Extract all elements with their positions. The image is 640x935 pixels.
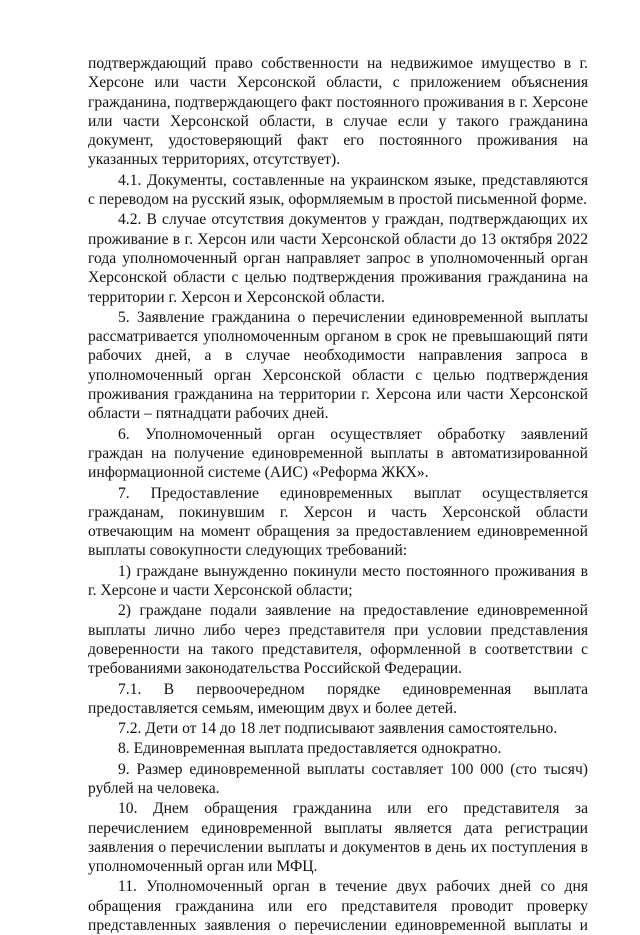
paragraph-continuation: подтверждающий право собственности на недвижимое имущество в г. Херсоне или части Херсонской области, с приложением объяснения гражданина, подтверждающего факт постоянного проживания в г. Херсоне или части Херсонской области, в случае если у такого гражданина документ, удостоверяющий факт его постоянного проживания на указанных территориях, отсутствует). [88, 55, 588, 169]
paragraph-11: 11. Уполномоченный орган в течение двух рабочих дней со дня обращения гражданина или его представителя проводит проверку представленных заявления о перечислении единовременной выплаты и [88, 878, 588, 935]
paragraph-4-1: 4.1. Документы, составленные на украинском языке, представляются с переводом на русский язык, оформляемым в простой письменной форме. [88, 171, 588, 209]
paragraph-9: 9. Размер единовременной выплаты составляет 100 000 (сто тысяч) рублей на человека. [88, 760, 588, 797]
paragraph-7-item-1: 1) граждане вынужденно покинули место постоянного проживания в г. Херсоне и части Херсонской области; [88, 562, 588, 600]
paragraph-7-1: 7.1. В первоочередном порядке единовременная выплата предоставляется семьям, имеющим двух и более детей. [88, 680, 588, 717]
paragraph-10: 10. Днем обращения гражданина или его представителя за перечислением единовременной выплаты является дата регистрации заявления о перечислении выплаты и документов в день их поступления в уполномоченный орган или МФЦ. [88, 800, 588, 876]
paragraph-8: 8. Единовременная выплата предоставляется однократно. [118, 740, 502, 758]
paragraph-6: 6. Уполномоченный орган осуществляет обработку заявлений граждан на получение единовременной выплаты в автоматизированной информационной системе (АИС) «Реформа ЖКХ». [88, 425, 588, 482]
paragraph-7-2: 7.2. Дети от 14 до 18 лет подписывают заявления самостоятельно. [118, 720, 558, 738]
paragraph-5: 5. Заявление гражданина о перечислении единовременной выплаты рассматривается уполномоченным органом в срок не превышающий пяти рабочих дней, а в случае необходимости направления запроса в уполномоченный орган Херсонской области с целью подтверждения проживания гражданина на территории г. Херсона или части Херсонской области – пятнадцати рабочих дней. [88, 308, 588, 423]
paragraph-4-2: 4.2. В случае отсутствия документов у граждан, подтверждающих их проживание в г. Херсон или части Херсонской области до 13 октября 2022 года уполномоченный орган направляет запрос в уполномоченный орган Херсонской области с целью подтверждения проживания гражданина на территории г. Херсон и Херсонской области. [88, 211, 588, 306]
paragraph-7: 7. Предоставление единовременных выплат осуществляется гражданам, покинувшим г. Херсон и часть Херсонской области отвечающим на момент обращения за предоставлением единовременной выплаты совокупности следующих требований: [88, 484, 588, 560]
paragraph-7-item-2: 2) граждане подали заявление на предоставление единовременной выплаты лично либо через представителя при условии представления доверенности на такого представителя, оформленной в соответствии с требованиями законодательства Российской Федерации. [88, 602, 588, 678]
